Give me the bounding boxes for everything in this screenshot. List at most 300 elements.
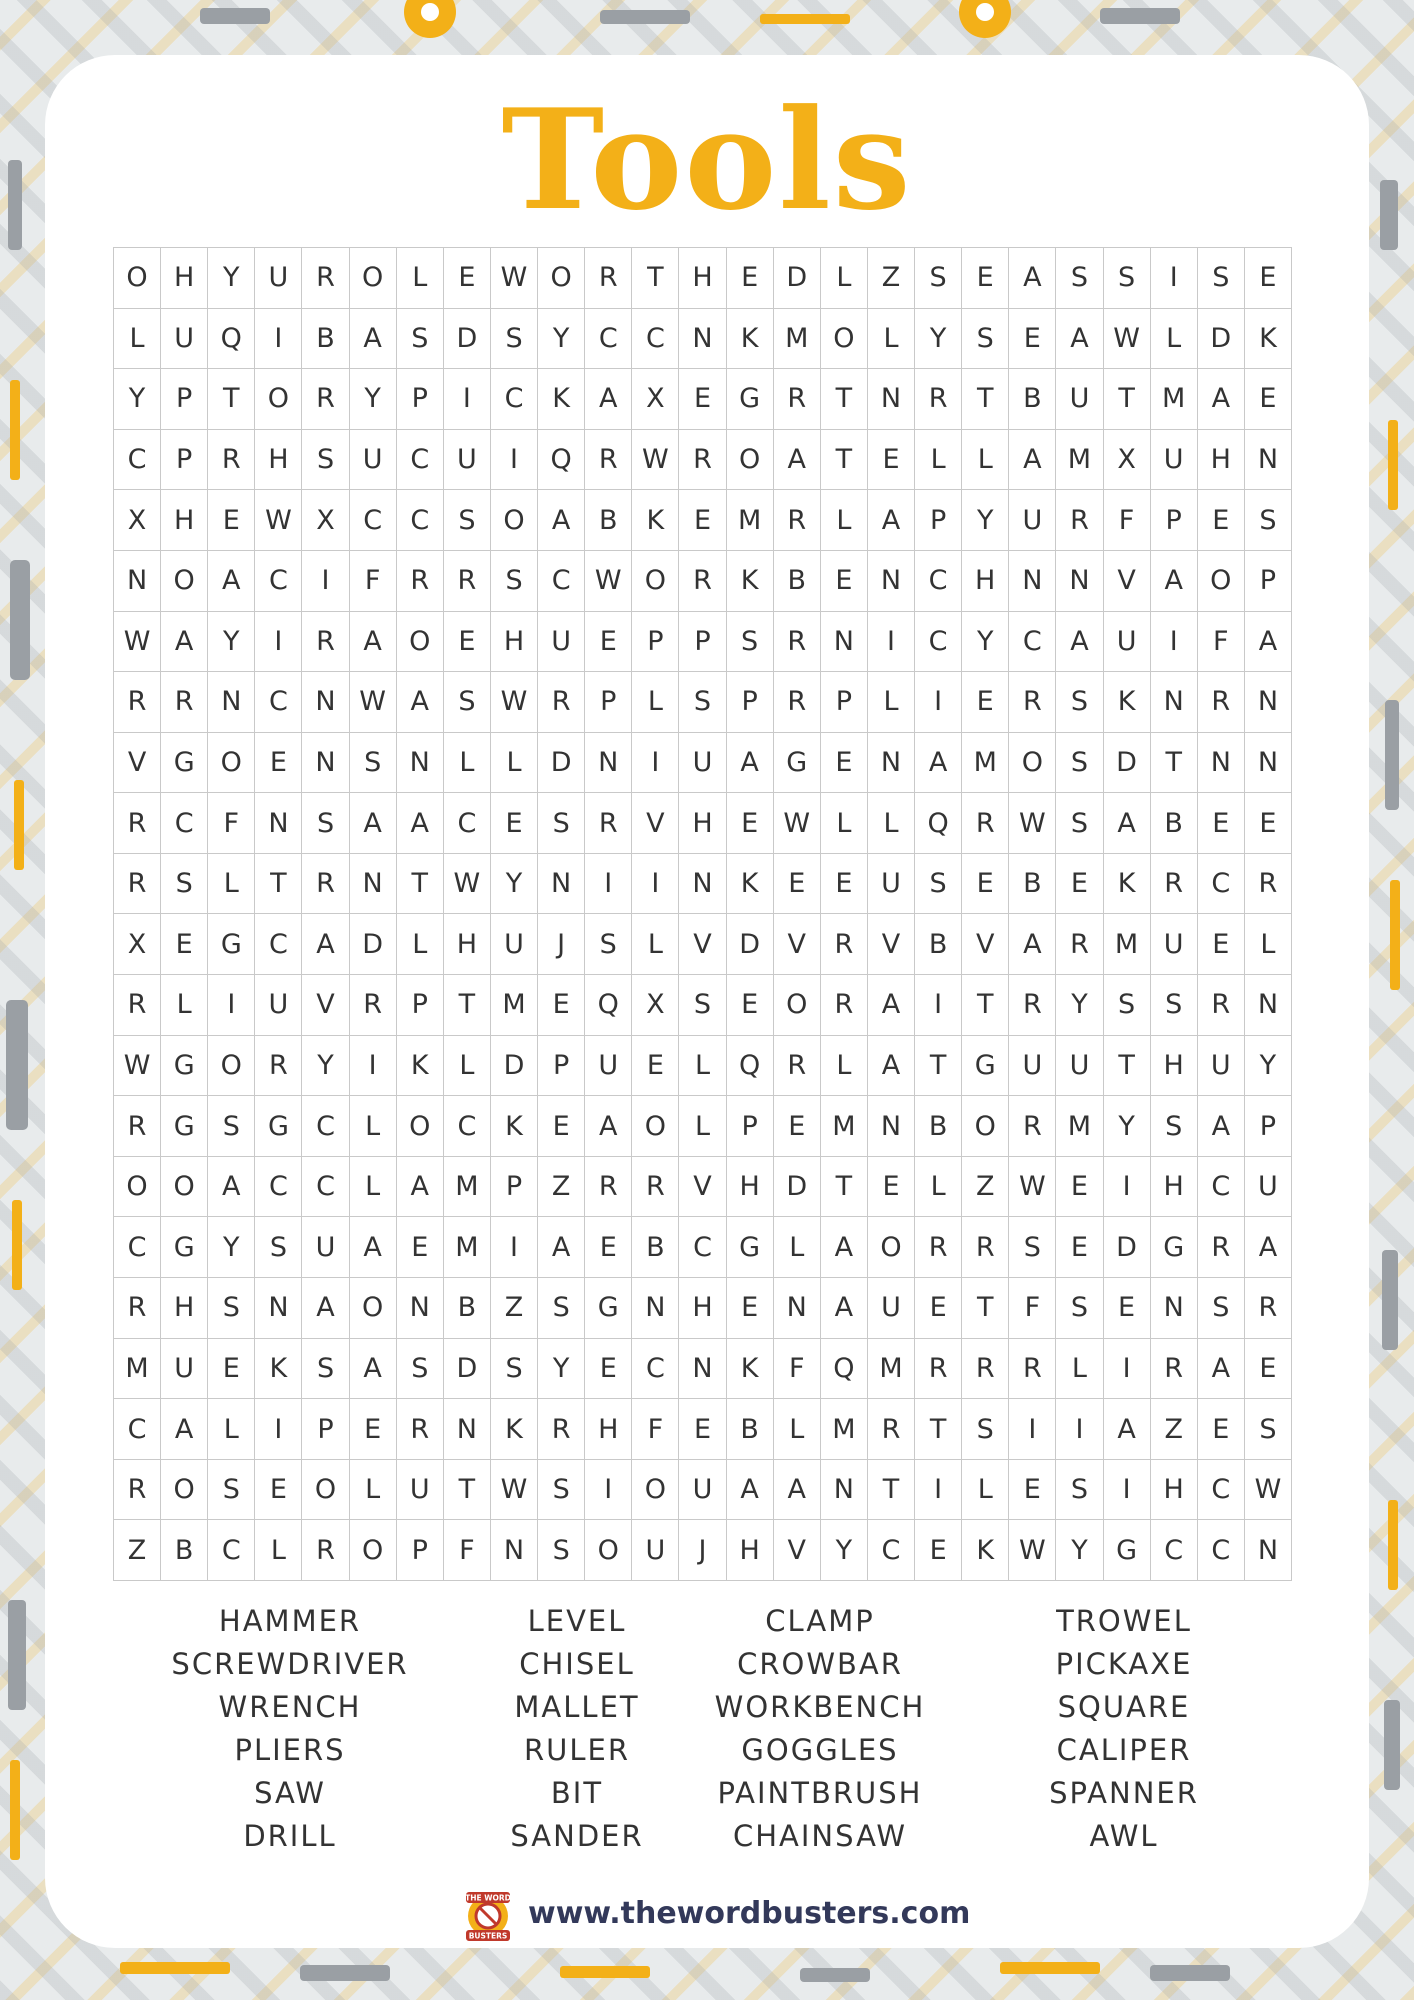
grid-cell: I: [1104, 1157, 1151, 1218]
grid-cell: S: [1198, 248, 1245, 309]
grid-cell: R: [208, 430, 255, 491]
grid-cell: O: [585, 1520, 632, 1581]
grid-cell: R: [114, 1278, 161, 1339]
grid-cell: Y: [114, 369, 161, 430]
word-list-item: PICKAXE: [1055, 1647, 1193, 1681]
grid-cell: V: [114, 733, 161, 794]
grid-cell: U: [397, 1460, 444, 1521]
grid-cell: H: [161, 1278, 208, 1339]
grid-cell: N: [1245, 430, 1292, 491]
grid-cell: X: [114, 490, 161, 551]
footer: [462, 1888, 971, 1948]
grid-cell: W: [491, 672, 538, 733]
grid-cell: E: [632, 1036, 679, 1097]
grid-cell: R: [915, 1217, 962, 1278]
grid-cell: O: [161, 1157, 208, 1218]
grid-cell: A: [774, 430, 821, 491]
grid-cell: Q: [821, 1339, 868, 1400]
grid-cell: G: [161, 1096, 208, 1157]
word-list-item: AWL: [1089, 1819, 1159, 1853]
grid-cell: C: [255, 551, 302, 612]
grid-cell: M: [444, 1217, 491, 1278]
grid-cell: L: [350, 1460, 397, 1521]
grid-cell: S: [491, 309, 538, 370]
grid-cell: O: [114, 248, 161, 309]
grid-cell: Y: [821, 1520, 868, 1581]
grid-cell: P: [1245, 1096, 1292, 1157]
grid-cell: U: [679, 733, 726, 794]
grid-cell: E: [1198, 1399, 1245, 1460]
grid-cell: E: [538, 975, 585, 1036]
grid-cell: P: [727, 1096, 774, 1157]
grid-cell: A: [350, 793, 397, 854]
grid-cell: L: [915, 430, 962, 491]
grid-cell: E: [1245, 369, 1292, 430]
grid-cell: S: [255, 1217, 302, 1278]
grid-cell: R: [1056, 914, 1103, 975]
grid-cell: W: [350, 672, 397, 733]
grid-cell: S: [538, 793, 585, 854]
grid-cell: E: [727, 248, 774, 309]
grid-cell: I: [444, 369, 491, 430]
grid-cell: S: [1056, 1460, 1103, 1521]
grid-cell: P: [161, 369, 208, 430]
grid-cell: N: [444, 1399, 491, 1460]
grid-cell: T: [821, 369, 868, 430]
grid-cell: O: [255, 369, 302, 430]
grid-cell: O: [161, 551, 208, 612]
grid-cell: A: [1056, 612, 1103, 673]
logo-text-bottom: BUSTERS: [468, 1931, 508, 1941]
grid-cell: R: [585, 430, 632, 491]
grid-cell: L: [491, 733, 538, 794]
grid-cell: P: [161, 430, 208, 491]
grid-cell: A: [350, 612, 397, 673]
grid-cell: U: [1151, 914, 1198, 975]
grid-cell: P: [538, 1036, 585, 1097]
grid-cell: N: [114, 551, 161, 612]
grid-cell: W: [1009, 1520, 1056, 1581]
grid-cell: A: [161, 612, 208, 673]
grid-cell: E: [1198, 793, 1245, 854]
website-link[interactable]: www.thewordbusters.com: [528, 1896, 971, 1931]
grid-cell: G: [774, 733, 821, 794]
grid-cell: B: [632, 1217, 679, 1278]
grid-cell: S: [915, 854, 962, 915]
grid-cell: O: [821, 309, 868, 370]
grid-cell: L: [350, 1157, 397, 1218]
grid-cell: F: [1104, 490, 1151, 551]
grid-cell: P: [915, 490, 962, 551]
grid-cell: R: [114, 975, 161, 1036]
word-list-item: RULER: [523, 1733, 630, 1767]
grid-cell: S: [1104, 975, 1151, 1036]
grid-cell: S: [397, 309, 444, 370]
grid-cell: E: [1056, 1157, 1103, 1218]
grid-cell: M: [821, 1096, 868, 1157]
grid-cell: R: [114, 793, 161, 854]
grid-cell: T: [821, 430, 868, 491]
grid-cell: Z: [538, 1157, 585, 1218]
word-list-item: PLIERS: [234, 1733, 346, 1767]
grid-cell: T: [962, 1278, 1009, 1339]
grid-cell: V: [868, 914, 915, 975]
grid-cell: E: [1009, 1460, 1056, 1521]
word-list-item: DRILL: [243, 1819, 337, 1853]
word-list-item: CROWBAR: [737, 1647, 903, 1681]
grid-cell: O: [1198, 551, 1245, 612]
grid-cell: B: [302, 309, 349, 370]
grid-cell: L: [962, 430, 1009, 491]
grid-cell: E: [868, 1157, 915, 1218]
grid-cell: Y: [302, 1036, 349, 1097]
grid-cell: W: [1009, 1157, 1056, 1218]
grid-cell: N: [868, 551, 915, 612]
grid-cell: Z: [868, 248, 915, 309]
grid-cell: K: [1104, 672, 1151, 733]
grid-cell: T: [444, 1460, 491, 1521]
grid-cell: Y: [962, 612, 1009, 673]
grid-cell: N: [397, 733, 444, 794]
grid-cell: I: [350, 1036, 397, 1097]
grid-cell: I: [1104, 1339, 1151, 1400]
grid-cell: L: [1056, 1339, 1103, 1400]
grid-cell: L: [114, 309, 161, 370]
word-list-item: WRENCH: [218, 1690, 362, 1724]
grid-cell: C: [444, 793, 491, 854]
grid-cell: N: [491, 1520, 538, 1581]
grid-cell: Q: [585, 975, 632, 1036]
grid-cell: R: [774, 490, 821, 551]
grid-cell: A: [727, 1460, 774, 1521]
grid-cell: A: [1104, 793, 1151, 854]
grid-cell: U: [444, 430, 491, 491]
grid-cell: C: [114, 1399, 161, 1460]
grid-cell: A: [208, 551, 255, 612]
grid-cell: R: [774, 672, 821, 733]
grid-cell: L: [821, 248, 868, 309]
grid-cell: E: [679, 369, 726, 430]
grid-cell: R: [1245, 854, 1292, 915]
grid-cell: P: [1245, 551, 1292, 612]
grid-cell: H: [679, 793, 726, 854]
grid-cell: C: [302, 1096, 349, 1157]
grid-cell: I: [1056, 1399, 1103, 1460]
grid-cell: H: [585, 1399, 632, 1460]
grid-cell: A: [1056, 309, 1103, 370]
grid-cell: E: [161, 914, 208, 975]
grid-cell: S: [962, 1399, 1009, 1460]
grid-cell: R: [915, 1339, 962, 1400]
grid-cell: B: [585, 490, 632, 551]
word-list-item: SCREWDRIVER: [171, 1647, 409, 1681]
grid-cell: V: [302, 975, 349, 1036]
grid-cell: U: [1009, 490, 1056, 551]
grid-cell: S: [1056, 248, 1103, 309]
grid-cell: R: [302, 612, 349, 673]
grid-cell: A: [161, 1399, 208, 1460]
grid-cell: W: [255, 490, 302, 551]
grid-cell: L: [915, 1157, 962, 1218]
grid-cell: Y: [538, 309, 585, 370]
grid-cell: B: [727, 1399, 774, 1460]
grid-cell: L: [679, 1036, 726, 1097]
grid-cell: R: [1009, 975, 1056, 1036]
word-list-item: MALLET: [514, 1690, 640, 1724]
grid-cell: S: [1056, 793, 1103, 854]
grid-cell: C: [161, 793, 208, 854]
grid-cell: A: [1198, 369, 1245, 430]
grid-cell: L: [868, 672, 915, 733]
grid-cell: N: [868, 369, 915, 430]
grid-cell: R: [302, 1520, 349, 1581]
grid-cell: A: [868, 1036, 915, 1097]
grid-cell: L: [868, 309, 915, 370]
grid-cell: C: [585, 309, 632, 370]
grid-cell: J: [538, 914, 585, 975]
grid-cell: R: [397, 1399, 444, 1460]
grid-cell: C: [915, 612, 962, 673]
grid-cell: R: [1151, 1339, 1198, 1400]
grid-cell: R: [302, 369, 349, 430]
grid-cell: D: [350, 914, 397, 975]
grid-cell: A: [1198, 1096, 1245, 1157]
grid-cell: E: [1198, 914, 1245, 975]
grid-cell: P: [679, 612, 726, 673]
grid-cell: O: [868, 1217, 915, 1278]
grid-cell: H: [444, 914, 491, 975]
grid-cell: T: [915, 1399, 962, 1460]
grid-cell: C: [1198, 1157, 1245, 1218]
grid-cell: Y: [1245, 1036, 1292, 1097]
grid-cell: C: [444, 1096, 491, 1157]
grid-cell: E: [727, 1278, 774, 1339]
grid-cell: K: [727, 1339, 774, 1400]
grid-cell: B: [774, 551, 821, 612]
grid-cell: E: [208, 1339, 255, 1400]
grid-cell: G: [727, 1217, 774, 1278]
grid-cell: N: [397, 1278, 444, 1339]
grid-cell: T: [1104, 369, 1151, 430]
grid-cell: R: [114, 854, 161, 915]
grid-cell: R: [868, 1399, 915, 1460]
grid-cell: N: [868, 733, 915, 794]
grid-cell: S: [491, 551, 538, 612]
grid-cell: L: [632, 914, 679, 975]
grid-cell: J: [679, 1520, 726, 1581]
grid-cell: C: [114, 1217, 161, 1278]
grid-cell: Z: [491, 1278, 538, 1339]
grid-cell: A: [821, 1278, 868, 1339]
grid-cell: D: [538, 733, 585, 794]
word-list-item: CHISEL: [519, 1647, 635, 1681]
grid-cell: G: [1104, 1520, 1151, 1581]
grid-cell: T: [1104, 1036, 1151, 1097]
grid-cell: A: [350, 309, 397, 370]
word-list-item: BIT: [550, 1776, 604, 1810]
grid-cell: X: [302, 490, 349, 551]
grid-cell: P: [632, 612, 679, 673]
grid-cell: E: [962, 854, 1009, 915]
grid-cell: P: [302, 1399, 349, 1460]
word-list-item: SPANNER: [1049, 1776, 1199, 1810]
grid-cell: U: [350, 430, 397, 491]
grid-cell: N: [679, 854, 726, 915]
grid-cell: N: [302, 672, 349, 733]
grid-cell: R: [679, 551, 726, 612]
grid-cell: R: [1056, 490, 1103, 551]
grid-cell: M: [774, 309, 821, 370]
grid-cell: E: [821, 854, 868, 915]
grid-cell: M: [868, 1339, 915, 1400]
grid-cell: E: [1198, 490, 1245, 551]
grid-cell: C: [1198, 1520, 1245, 1581]
grid-cell: C: [302, 1157, 349, 1218]
grid-cell: M: [962, 733, 1009, 794]
grid-cell: R: [397, 551, 444, 612]
grid-cell: C: [255, 914, 302, 975]
grid-cell: O: [350, 248, 397, 309]
grid-cell: S: [208, 1096, 255, 1157]
grid-cell: P: [397, 975, 444, 1036]
grid-cell: V: [679, 1157, 726, 1218]
grid-cell: E: [538, 1096, 585, 1157]
grid-cell: E: [1104, 1278, 1151, 1339]
grid-cell: Q: [915, 793, 962, 854]
grid-cell: I: [915, 1460, 962, 1521]
grid-cell: R: [821, 975, 868, 1036]
grid-cell: L: [774, 1217, 821, 1278]
grid-cell: A: [774, 1460, 821, 1521]
grid-cell: N: [679, 1339, 726, 1400]
grid-cell: N: [1151, 1278, 1198, 1339]
grid-cell: L: [962, 1460, 1009, 1521]
grid-cell: L: [444, 1036, 491, 1097]
grid-cell: S: [962, 309, 1009, 370]
grid-cell: A: [585, 369, 632, 430]
grid-cell: Y: [538, 1339, 585, 1400]
grid-cell: W: [1009, 793, 1056, 854]
grid-cell: I: [632, 854, 679, 915]
grid-cell: E: [255, 1460, 302, 1521]
grid-cell: B: [1009, 369, 1056, 430]
grid-cell: K: [727, 551, 774, 612]
grid-cell: S: [208, 1278, 255, 1339]
grid-cell: C: [915, 551, 962, 612]
grid-cell: A: [1009, 248, 1056, 309]
grid-cell: U: [868, 1278, 915, 1339]
grid-cell: N: [302, 733, 349, 794]
grid-cell: I: [1009, 1399, 1056, 1460]
grid-cell: O: [727, 430, 774, 491]
grid-cell: H: [161, 248, 208, 309]
word-column-4: [974, 1600, 1274, 1858]
grid-cell: V: [774, 914, 821, 975]
grid-cell: H: [161, 490, 208, 551]
grid-cell: F: [208, 793, 255, 854]
grid-cell: L: [444, 733, 491, 794]
grid-cell: A: [538, 490, 585, 551]
grid-cell: P: [821, 672, 868, 733]
grid-cell: A: [1009, 430, 1056, 491]
grid-cell: R: [962, 793, 1009, 854]
grid-cell: A: [397, 793, 444, 854]
grid-cell: U: [585, 1036, 632, 1097]
grid-cell: S: [397, 1339, 444, 1400]
grid-cell: N: [1198, 733, 1245, 794]
grid-cell: K: [491, 1096, 538, 1157]
grid-cell: N: [1245, 975, 1292, 1036]
grid-cell: Y: [208, 612, 255, 673]
grid-cell: Q: [208, 309, 255, 370]
grid-cell: R: [302, 854, 349, 915]
word-list-item: TROWEL: [1056, 1604, 1192, 1638]
grid-cell: I: [255, 1399, 302, 1460]
grid-cell: C: [350, 490, 397, 551]
grid-cell: U: [1056, 369, 1103, 430]
grid-cell: S: [444, 490, 491, 551]
grid-cell: U: [161, 1339, 208, 1400]
grid-cell: H: [727, 1157, 774, 1218]
grid-cell: V: [962, 914, 1009, 975]
grid-cell: C: [1198, 854, 1245, 915]
grid-cell: L: [350, 1096, 397, 1157]
grid-cell: R: [1009, 672, 1056, 733]
grid-cell: R: [302, 248, 349, 309]
grid-cell: I: [255, 612, 302, 673]
grid-cell: R: [350, 975, 397, 1036]
grid-cell: D: [727, 914, 774, 975]
grid-cell: L: [774, 1399, 821, 1460]
grid-cell: S: [538, 1460, 585, 1521]
grid-cell: S: [1245, 490, 1292, 551]
grid-cell: R: [632, 1157, 679, 1218]
grid-cell: I: [491, 1217, 538, 1278]
grid-cell: G: [161, 733, 208, 794]
grid-cell: E: [821, 551, 868, 612]
grid-cell: N: [1245, 1520, 1292, 1581]
grid-cell: R: [1009, 1339, 1056, 1400]
grid-cell: T: [962, 369, 1009, 430]
grid-cell: R: [114, 1460, 161, 1521]
grid-cell: C: [868, 1520, 915, 1581]
grid-cell: I: [915, 672, 962, 733]
grid-cell: O: [962, 1096, 1009, 1157]
grid-cell: R: [915, 369, 962, 430]
grid-cell: P: [397, 1520, 444, 1581]
grid-cell: E: [679, 490, 726, 551]
grid-cell: F: [1198, 612, 1245, 673]
grid-cell: N: [208, 672, 255, 733]
grid-cell: I: [1151, 612, 1198, 673]
grid-cell: K: [632, 490, 679, 551]
grid-cell: A: [1151, 551, 1198, 612]
grid-cell: L: [821, 1036, 868, 1097]
grid-cell: X: [632, 369, 679, 430]
grid-cell: R: [585, 248, 632, 309]
grid-cell: F: [774, 1339, 821, 1400]
grid-cell: F: [350, 551, 397, 612]
word-list-item: CHAINSAW: [732, 1819, 907, 1853]
grid-cell: Z: [114, 1520, 161, 1581]
grid-cell: G: [962, 1036, 1009, 1097]
grid-cell: M: [1056, 1096, 1103, 1157]
grid-cell: F: [444, 1520, 491, 1581]
grid-cell: E: [1245, 793, 1292, 854]
word-list-item: CALIPER: [1056, 1733, 1192, 1767]
grid-cell: H: [1151, 1036, 1198, 1097]
grid-cell: R: [538, 1399, 585, 1460]
